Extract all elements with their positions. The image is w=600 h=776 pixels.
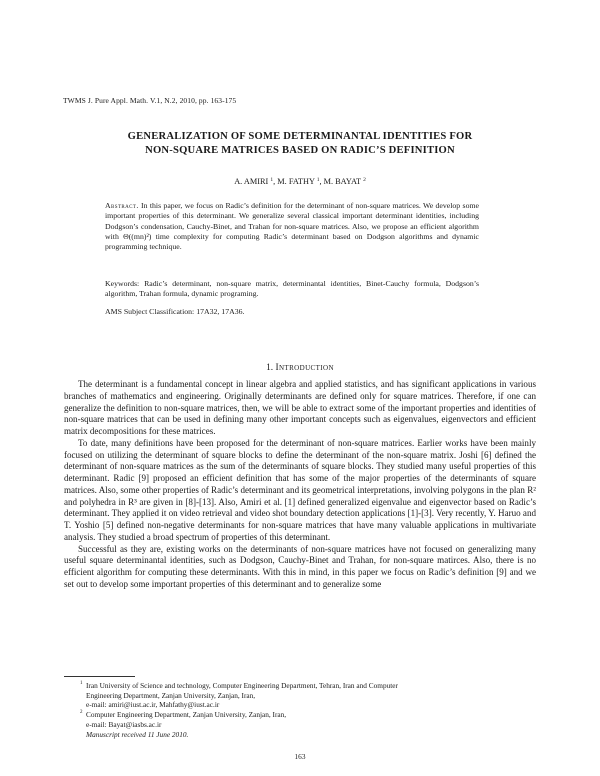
footnote-line: Iran University of Science and technology, Computer Engineering Department, Tehran, Iran and Computer — [86, 681, 398, 690]
author-separator: , — [319, 177, 324, 186]
manuscript-received: Manuscript received 11 June 2010. — [86, 729, 189, 739]
ams-codes: 17A32, 17A36. — [196, 307, 245, 316]
ams-classification — [105, 307, 479, 316]
abstract-text: In this paper, we focus on Radic’s definition for the determinant of non-square matrices. We develop some important properties of this determinant. We generalize several classical important determinant identities, including Dodgson’s condensation, Cauchy-Binet, and Trahan for non-square matrices. Also, we propose an efficient algorithm with Θ((mn)²) time complexity for computing Radic’s determinant based on Dodgson algorithms and dynamic programming technique. — [105, 201, 479, 252]
abstract — [105, 201, 479, 252]
keywords — [105, 279, 479, 300]
footnotes — [64, 681, 536, 739]
footnote-line: e-mail: Bayat@iasbs.ac.ir — [86, 719, 162, 729]
author-name: M. BAYAT — [323, 177, 361, 186]
section-number: 1. — [266, 363, 274, 373]
footnote — [64, 710, 536, 729]
keywords-label: Keywords: — [105, 279, 140, 288]
author-list — [60, 177, 540, 186]
journal-header: TWMS J. Pure Appl. Math. V.1, N.2, 2010, pp. 163-175 — [63, 96, 237, 105]
section-title: Introduction — [275, 363, 334, 373]
footnote-rule — [64, 676, 135, 677]
footnote-line: Computer Engineering Department, Zanjan University, Zanjan, Iran, — [86, 710, 287, 720]
body-text — [64, 379, 536, 591]
footnote-line: Engineering Department, Zanjan University, Zanjan, Iran, — [86, 690, 256, 700]
footnote-mark: 2 — [80, 710, 83, 716]
footnote-line: e-mail: amiri@iust.ac.ir, Mahfathy@iust.ac.ir — [86, 700, 220, 710]
author-name: A. AMIRI — [234, 177, 269, 186]
footnote — [64, 681, 536, 710]
paragraph: To date, many definitions have been proposed for the determinant of non-square matrices. Earlier works have been mainly focused on utilizing the determinant of square blocks to define the determinant of the non-square matrix. Joshi [6] defined the determinant of non-square matrices as the sum of the determinants of square blocks. They studied many useful properties of this determinant. Radic [9] proposed an efficient definition that has some of the major properties of the determinants of square matrices. Also, some other properties of Radic’s determinant and its geometrical interpretations, involving polygons in the plan R² and polyhedra in R³ are given in [8]-[13]. Also, Amiri et al. [1] defined generalized eigenvalue and eigenvector based on Radic’s determinant. They applied it on video retrieval and video shot boundary detection applications [1]-[3]. Very recently, Y. Haruo and T. Yoshio [5] defined non-negative determinants for non-square matrices that have many valuable applications in multivariate analysis. They studied a broad spectrum of properties of this determinant. — [64, 437, 536, 542]
footnote-mark: 1 — [80, 681, 83, 686]
page-number: 163 — [294, 752, 306, 761]
paragraph: The determinant is a fundamental concept in linear algebra and applied statistics, and has significant applications in various branches of mathematics and engineering. Originally determinants are defined only for square matrices. Therefore, if one can generalize the definition to non-square matrices, then, we will be able to extract some of the important properties and identities of non-square matrices that can be used in defining many other important concepts such as eigenvalues, eigenvectors and efficient matrix decompositions for these matrices. — [64, 379, 536, 436]
affiliation-mark: 1 — [270, 177, 274, 183]
author-separator: , — [273, 177, 278, 186]
section-heading — [60, 363, 540, 373]
keywords-text: Radic’s determinant, non-square matrix, determinantal identities, Binet-Cauchy formula, Dodgson’s algorithm, Trahan formula, dynamic programing. — [105, 279, 479, 299]
affiliation-mark: 2 — [363, 177, 366, 183]
abstract-label: Abstract. — [105, 201, 139, 210]
title-line-2: NON-SQUARE MATRICES BASED ON RADIC’S DEFINITION — [145, 145, 455, 156]
paragraph: Successful as they are, existing works on the determinants of non-square matrices have not focused on generalizing many useful square determinantal identities, such as Dodgson, Cauchy-Binet and Trahan, for non-square matirces. Also, there is no efficient algorithm for computing these determinants. With this in mind, in this paper we focus on Radic’s definition [9] and we set out to develop some important properties of this determinant and to generalize some — [64, 543, 536, 589]
ams-label: AMS Subject Classification: — [105, 307, 195, 316]
author-name: M. FATHY — [277, 177, 315, 186]
affiliation-mark: 1 — [316, 177, 320, 183]
title-line-1: GENERALIZATION OF SOME DETERMINANTAL IDENTITIES FOR — [127, 131, 473, 142]
paper-title — [60, 130, 540, 158]
